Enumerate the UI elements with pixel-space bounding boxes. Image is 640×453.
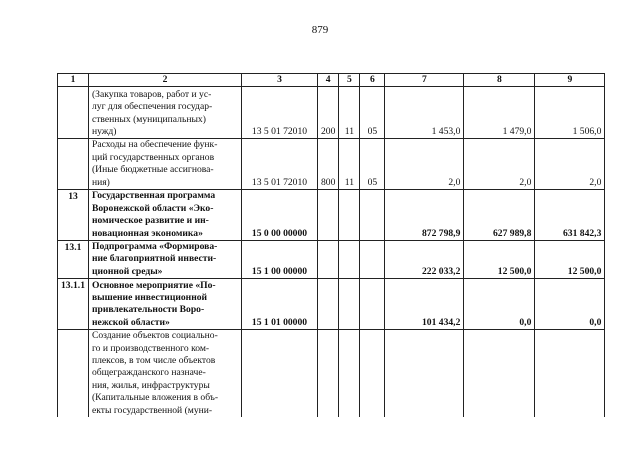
target-article-code: 15 1 00 00000 xyxy=(241,241,317,279)
table-row xyxy=(58,330,605,417)
table-row xyxy=(58,190,605,241)
table-row xyxy=(58,139,605,190)
amount-col-8 xyxy=(464,330,535,417)
expense-type: 800 xyxy=(317,139,338,190)
amount-col-7: 872 798,9 xyxy=(385,190,464,241)
column-header: 9 xyxy=(535,74,605,87)
expense-type xyxy=(317,190,338,241)
target-article-code xyxy=(241,330,317,417)
section-code xyxy=(339,330,360,417)
column-header: 8 xyxy=(464,74,535,87)
section-code: 11 xyxy=(339,87,360,139)
subsection-code xyxy=(360,330,385,417)
expense-type xyxy=(317,330,338,417)
amount-col-8: 627 989,8 xyxy=(464,190,535,241)
amount-col-8: 0,0 xyxy=(464,279,535,330)
target-article-code: 13 5 01 72010 xyxy=(241,139,317,190)
subsection-code: 05 xyxy=(360,139,385,190)
row-number xyxy=(58,330,89,417)
amount-col-9 xyxy=(535,330,605,417)
target-article-code: 15 0 00 00000 xyxy=(241,190,317,241)
page-number: 879 xyxy=(311,24,329,36)
subsection-code: 05 xyxy=(360,87,385,139)
amount-col-7: 101 434,2 xyxy=(385,279,464,330)
header-row xyxy=(58,74,605,87)
table-row xyxy=(58,87,605,139)
row-number: 13.1.1 xyxy=(58,279,89,330)
target-article-code: 13 5 01 72010 xyxy=(241,87,317,139)
subsection-code xyxy=(360,190,385,241)
amount-col-8: 1 479,0 xyxy=(464,87,535,139)
row-number xyxy=(58,139,89,190)
row-name: Создание объектов социально- го и производственного ком- плексов, в том числе объектов общегражданского назначе- ния, жилья, инфраструктуры (Капитальные вложения в объ- екты государственной (муни- xyxy=(88,330,241,417)
column-header: 1 xyxy=(58,74,89,87)
expense-type xyxy=(317,241,338,279)
amount-col-8: 12 500,0 xyxy=(464,241,535,279)
column-header: 6 xyxy=(360,74,385,87)
subsection-code xyxy=(360,241,385,279)
row-name: Основное мероприятие «По- вышение инвестиционной привлекательности Воро- нежской области» xyxy=(88,279,241,330)
column-header: 3 xyxy=(241,74,317,87)
amount-col-9: 12 500,0 xyxy=(535,241,605,279)
amount-col-9: 0,0 xyxy=(535,279,605,330)
expense-type xyxy=(317,279,338,330)
row-number: 13.1 xyxy=(58,241,89,279)
amount-col-9: 631 842,3 xyxy=(535,190,605,241)
row-name: Подпрограмма «Формирова- ние благоприятной инвести- ционной среды» xyxy=(88,241,241,279)
amount-col-9: 1 506,0 xyxy=(535,87,605,139)
amount-col-7: 2,0 xyxy=(385,139,464,190)
amount-col-7 xyxy=(385,330,464,417)
section-code xyxy=(339,241,360,279)
table-row xyxy=(58,241,605,279)
section-code: 11 xyxy=(339,139,360,190)
row-number: 13 xyxy=(58,190,89,241)
amount-col-7: 222 033,2 xyxy=(385,241,464,279)
table-row xyxy=(58,279,605,330)
amount-col-8: 2,0 xyxy=(464,139,535,190)
amount-col-7: 1 453,0 xyxy=(385,87,464,139)
row-name: Государственная программа Воронежской области «Эко- номическое развитие и ин- новационная экономика» xyxy=(88,190,241,241)
row-number xyxy=(58,87,89,139)
section-code xyxy=(339,190,360,241)
budget-table xyxy=(57,73,605,417)
column-header: 7 xyxy=(385,74,464,87)
subsection-code xyxy=(360,279,385,330)
expense-type: 200 xyxy=(317,87,338,139)
column-header: 4 xyxy=(317,74,338,87)
row-name: (Закупка товаров, работ и ус- луг для обеспечения государ- ственных (муниципальных) нужд) xyxy=(88,87,241,139)
row-name: Расходы на обеспечение функ- ций государственных органов (Иные бюджетные ассигнова- ния) xyxy=(88,139,241,190)
column-header: 2 xyxy=(88,74,241,87)
column-header: 5 xyxy=(339,74,360,87)
target-article-code: 15 1 01 00000 xyxy=(241,279,317,330)
amount-col-9: 2,0 xyxy=(535,139,605,190)
section-code xyxy=(339,279,360,330)
